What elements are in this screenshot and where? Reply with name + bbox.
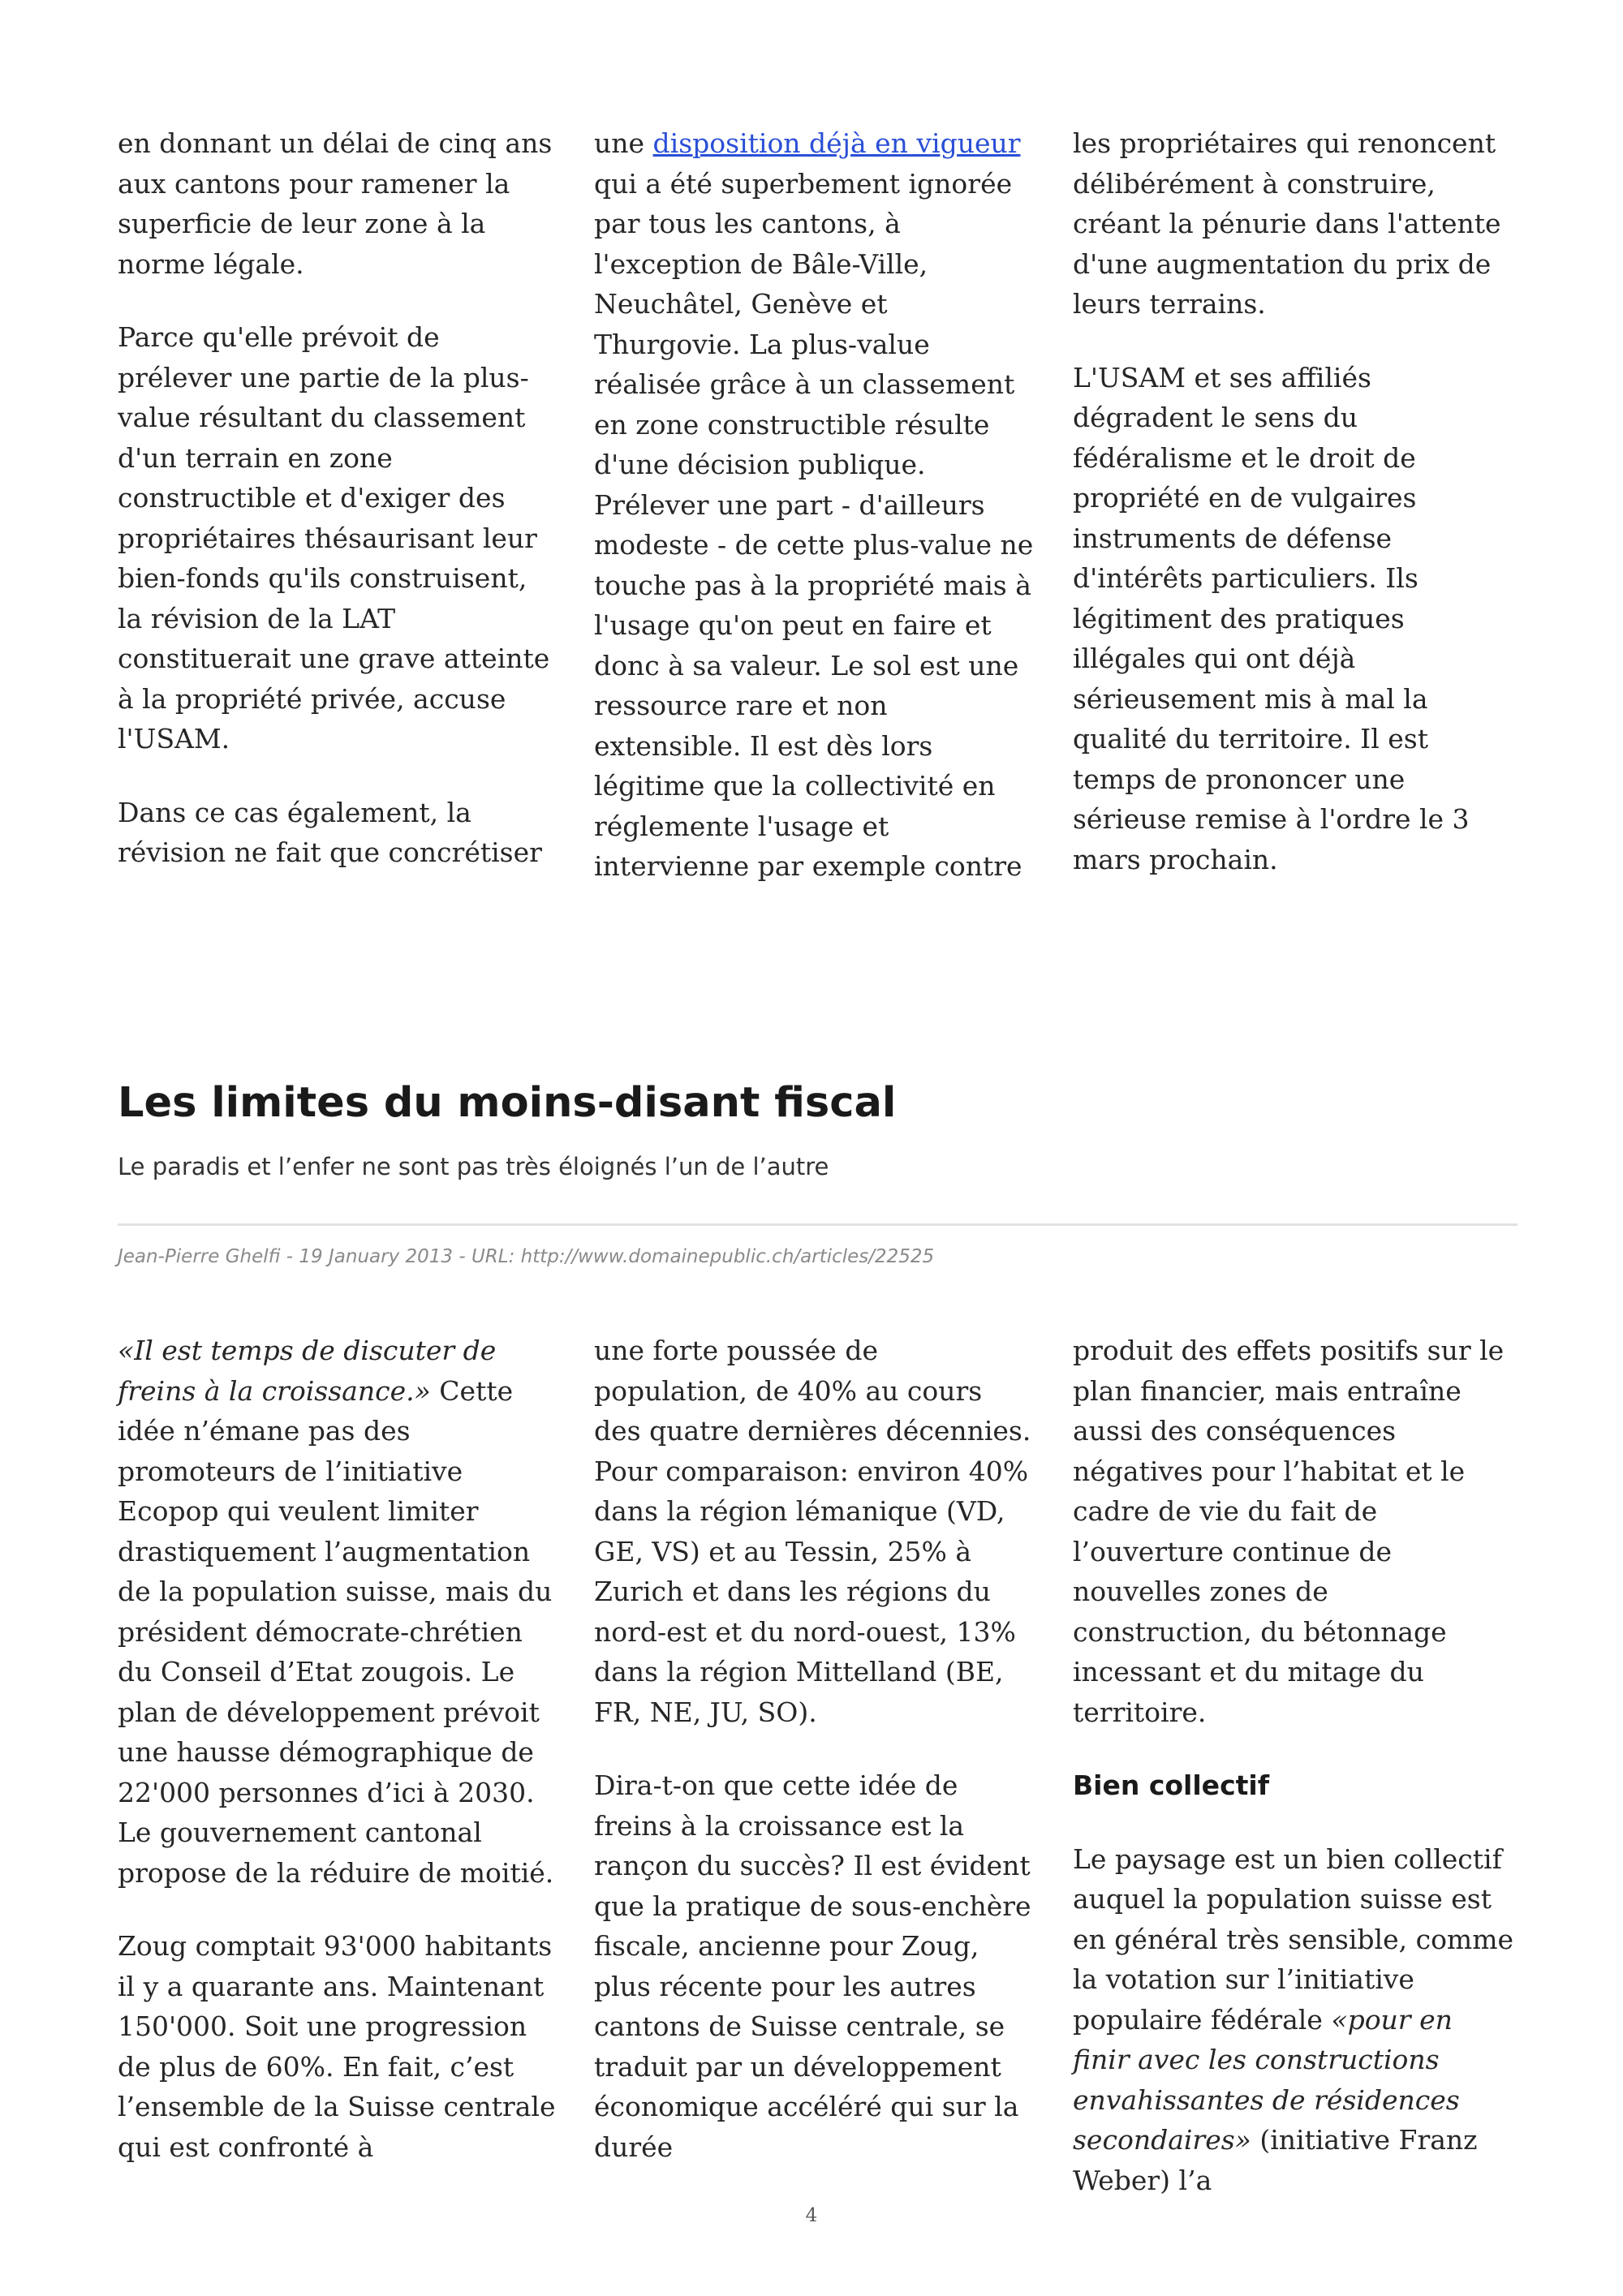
disposition-link[interactable]: disposition déjà en vigueur — [652, 127, 1021, 159]
paragraph: produit des effets positifs sur le plan financier, mais entraîne aussi des conséquences négatives pour l’habitat et le cadre de vie du fait de l’ouverture continue de nouvelles zones de construction, du bétonnage incessant et du mitage du territoire. — [1073, 1335, 1505, 1728]
top-column-3 — [1073, 123, 1515, 913]
text-span: (initiative Franz Weber) l’a — [1073, 2124, 1478, 2196]
article-column-2 — [594, 1331, 1036, 2200]
article-title: Les limites du moins-disant fiscal — [118, 1079, 897, 1127]
paragraph: Parce qu'elle prévoit de prélever une partie de la plus-value résultant du classement d'un terrain en zone constructible et d'exiger des propriétaires thésaurisant leur bien-fonds qu'ils construisent, la révision de la LAT constituerait une grave atteinte à la propriété privée, accuse l'USAM. — [118, 321, 550, 755]
paragraph: Zoug comptait 93'000 habitants il y a quarante ans. Maintenant 150'000. Soit une progression de plus de 60%. En fait, c’est l’ensemble de la Suisse centrale qui est confronté à — [118, 1930, 556, 2163]
text-span: Le paysage est un bien collectif auquel la population suisse est en général très sensible, comme la votation sur l’initiative populaire fédérale — [1073, 1842, 1514, 2036]
paragraph: en donnant un délai de cinq ans aux cantons pour ramener la superficie de leur zone à la norme légale. — [118, 127, 553, 280]
quote: «pour en finir avec les constructions envahissantes de résidences secondaires» — [1073, 2003, 1460, 2156]
paragraph: les propriétaires qui renoncent délibérément à construire, créant la pénurie dans l'attente d'une augmentation du prix de leurs terrains. — [1073, 127, 1501, 320]
top-column-2 — [594, 123, 1036, 920]
text-span: Cette idée n’émane pas des promoteurs de l’initiative Ecopop qui veulent limiter drastiquement l’augmentation de la population suisse, mais du président démocrate-chrétien du Conseil d’Etat zougois. Le plan de développement prévoit une hausse démographique de 22'000 personnes d’ici à 2030. Le gouvernement cantonal propose de la réduire de moitié. — [118, 1374, 554, 1889]
article-column-3 — [1073, 1331, 1515, 2234]
article-subtitle: Le paradis et l’enfer ne sont pas très éloignés l’un de l’autre — [118, 1153, 829, 1180]
quote: «Il est temps de discuter de freins à la croissance.» — [118, 1335, 497, 1407]
paragraph — [1073, 1839, 1515, 2201]
paragraph: Dans ce cas également, la révision ne fait que concrétiser — [118, 796, 542, 868]
section-heading: Bien collectif — [1073, 1769, 1270, 1801]
divider — [118, 1223, 1518, 1226]
paragraph — [118, 1331, 560, 1893]
text-span: qui a été superbement ignorée par tous les cantons, à l'exception de Bâle-Ville, Neuchâtel, Genève et Thurgovie. La plus-value réalisée grâce à un classement en zone constructible résulte d'une décision publique. Prélever une part - d'ailleurs modeste - de cette plus-value ne touche pas à la propriété mais à l'usage qu'on peut en faire et donc à sa valeur. Le sol est une ressource rare et non extensible. Il est dès lors légitime que la collectivité en réglemente l'usage et intervienne par exemple contre — [594, 167, 1034, 882]
page-number: 4 — [805, 2205, 818, 2226]
article-meta: Jean-Pierre Ghelfi - 19 January 2013 - URL: http://www.domainepublic.ch/articles/22525 — [118, 1246, 935, 1267]
paragraph — [594, 123, 1036, 887]
top-column-1 — [118, 123, 560, 906]
paragraph: L'USAM et ses affiliés dégradent le sens du fédéralisme et le droit de propriété en de vulgaires instruments de défense d'intérêts particuliers. Ils légitiment des pratiques illégales qui ont déjà sérieusement mis à mal la qualité du territoire. Il est temps de prononcer une sérieuse remise à l'ordre le 3 mars prochain. — [1073, 361, 1470, 875]
paragraph: une forte poussée de population, de 40% au cours des quatre dernières décennies. Pour comparaison: environ 40% dans la région lémanique (VD, GE, VS) et au Tessin, 25% à Zurich et dans les régions du nord-est et du nord-ouest, 13% dans la région Mittelland (BE, FR, NE, JU, SO). — [594, 1335, 1031, 1728]
paragraph: Dira-t-on que cette idée de freins à la croissance est la rançon du succès? Il est évident que la pratique de sous-enchère fiscale, ancienne pour Zoug, plus récente pour les autres cantons de Suisse centrale, se traduit par un développement économique accéléré qui sur la durée — [594, 1769, 1031, 2163]
text-span: une — [594, 127, 653, 159]
article-column-1 — [118, 1331, 560, 2200]
